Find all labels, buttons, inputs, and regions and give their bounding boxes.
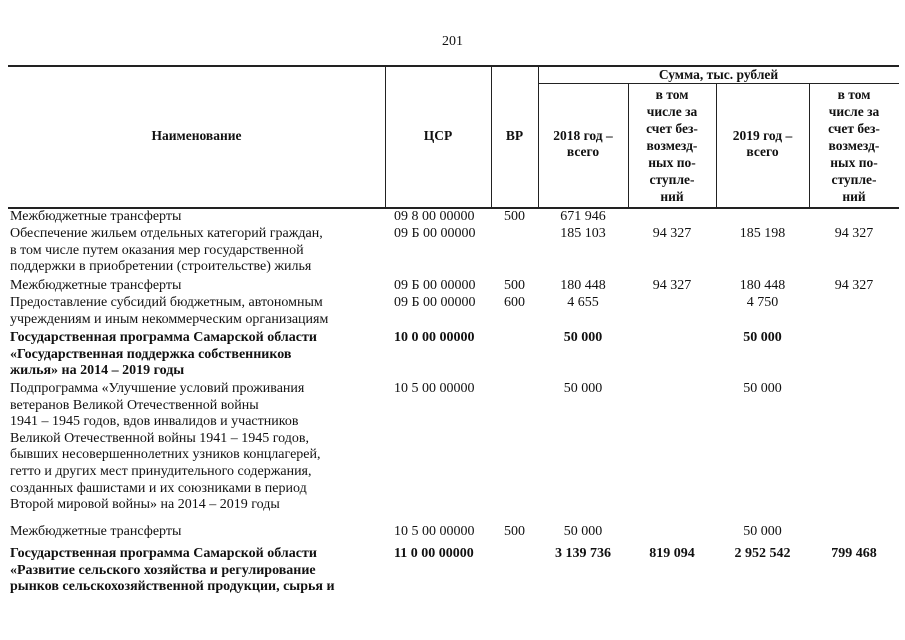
row-sum-2018: 180 448: [560, 278, 606, 293]
row-sum-2019-incl: 94 327: [834, 226, 874, 241]
page-number: 201: [442, 34, 463, 49]
row-sum-2019: 4 750: [746, 295, 779, 310]
row-name: Межбюджетные трансферты: [10, 278, 182, 293]
header-2019-incl: в том числе за счет без- возмезд- ных по- ступле- ний: [828, 87, 880, 204]
row-sum-2019: 50 000: [743, 330, 782, 345]
row-name: Обеспечение жильем отдельных категорий граждан, в том числе путем оказания мер государственной поддержки в приобретении (строительстве) жилья: [10, 226, 323, 275]
row-sum-2018: 185 103: [560, 226, 606, 241]
row-sum-2018: 50 000: [563, 524, 603, 539]
sum-group-rule: [538, 83, 899, 84]
header-csr: ЦСР: [423, 128, 453, 143]
row-vr: 500: [504, 209, 525, 224]
row-sum-2018-incl: 819 094: [649, 546, 695, 561]
row-name: Предоставление субсидий бюджетным, автономным учреждениям и иным некоммерческим организациям: [10, 295, 329, 327]
header-vr: ВР: [505, 128, 524, 143]
row-sum-2018: 4 655: [567, 295, 599, 310]
header-2019-total: 2019 год – всего: [732, 128, 793, 159]
row-vr: 500: [504, 278, 525, 293]
row-sum-2019: 2 952 542: [734, 546, 791, 561]
row-csr: 11 0 00 00000: [394, 546, 474, 561]
row-name: Межбюджетные трансферты: [10, 209, 182, 224]
header-2018-incl: в том числе за счет без- возмезд- ных по- ступле- ний: [646, 87, 698, 204]
row-sum-2018-incl: 94 327: [652, 278, 692, 293]
row-name: Подпрограмма «Улучшение условий проживания ветеранов Великой Отечественной войны 1941 – 1945 годов, вдов инвалидов и участников Великой Отечественной войны 1941 – 1945 годов, бывших несовершеннолетних узников концлагерей, гетто и других мест принудительного содержания, созданных фашистами и их союзниками в период Второй мировой войны» на 2014 – 2019 годы: [10, 381, 321, 513]
row-vr: 500: [504, 524, 525, 539]
row-sum-2018: 671 946: [560, 209, 606, 224]
row-name: Государственная программа Самарской области «Развитие сельского хозяйства и регулирование рынков сельскохозяйственной продукции, сырья и: [10, 546, 335, 595]
row-name: Межбюджетные трансферты: [10, 524, 182, 539]
row-sum-2019-incl: 799 468: [831, 546, 877, 561]
row-sum-2019: 180 448: [739, 278, 786, 293]
row-sum-2019: 50 000: [743, 381, 782, 396]
row-sum-2019: 50 000: [743, 524, 782, 539]
row-sum-2019-incl: 94 327: [834, 278, 874, 293]
row-csr: 09 Б 00 00000: [394, 226, 476, 241]
row-csr: 09 8 00 00000: [394, 209, 475, 224]
row-sum-2018: 3 139 736: [555, 546, 611, 561]
header-2018-total: 2018 год – всего: [553, 128, 613, 159]
row-sum-2019: 185 198: [739, 226, 786, 241]
row-csr: 10 5 00 00000: [394, 381, 475, 396]
row-vr: 600: [504, 295, 525, 310]
row-csr: 10 0 00 00000: [394, 330, 475, 345]
row-sum-2018-incl: 94 327: [652, 226, 692, 241]
header-name: Наименование: [151, 128, 242, 143]
row-sum-2018: 50 000: [563, 381, 603, 396]
row-csr: 09 Б 00 00000: [394, 278, 476, 293]
row-csr: 09 Б 00 00000: [394, 295, 476, 310]
row-csr: 10 5 00 00000: [394, 524, 475, 539]
header-sum-group: Сумма, тыс. рублей: [658, 67, 779, 82]
row-name: Государственная программа Самарской области «Государственная поддержка собственников жилья» на 2014 – 2019 годы: [10, 330, 317, 379]
row-sum-2018: 50 000: [563, 330, 603, 345]
